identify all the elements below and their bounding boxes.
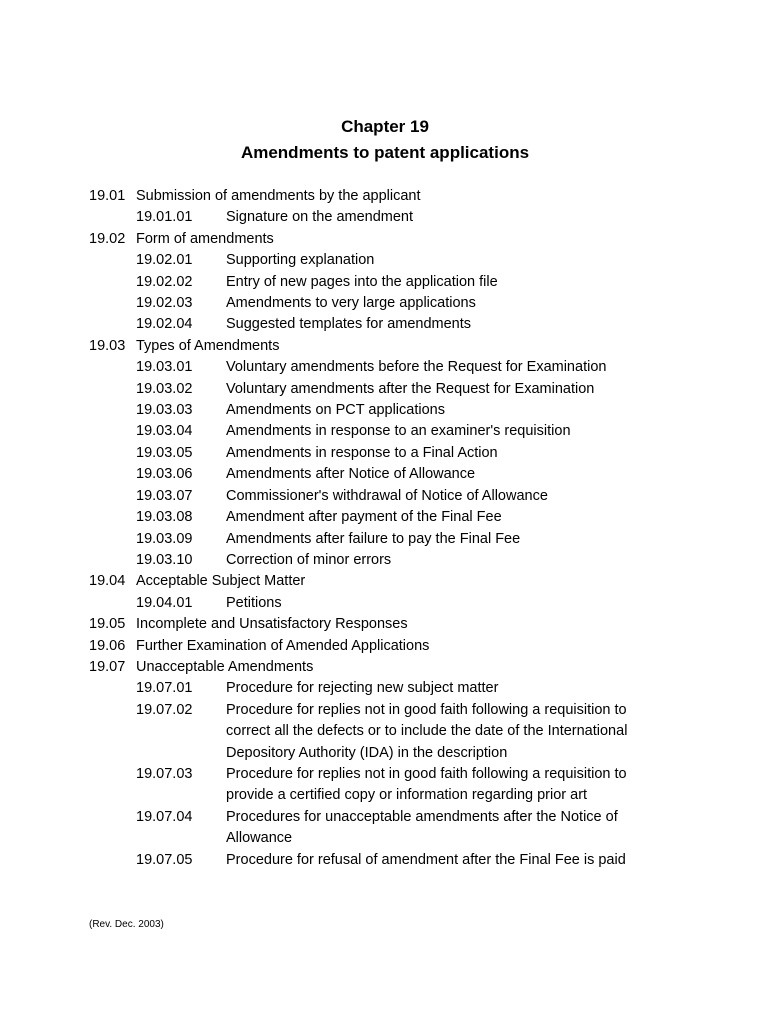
section-number: 19.02	[89, 230, 126, 247]
subsection-title: Suggested templates for amendments	[226, 316, 472, 333]
toc-section	[89, 186, 689, 207]
section-title: Form of amendments	[136, 230, 274, 247]
toc-subsection	[89, 400, 689, 421]
section-number: 19.07	[89, 658, 126, 675]
toc-subsection	[89, 357, 689, 378]
subsection-title: Amendments after Notice of Allowance	[226, 466, 476, 483]
subsection-title: Entry of new pages into the application file	[226, 273, 498, 290]
subsection-number: 19.02.02	[136, 273, 193, 290]
subsection-number: 19.07.01	[136, 680, 193, 697]
toc-subsection	[89, 678, 689, 699]
toc-subsection	[89, 764, 689, 807]
subsection-title: Procedure for replies not in good faith following a requisition to provide a certified copy or information regarding prior art	[226, 765, 627, 804]
toc-subsection	[89, 529, 689, 550]
section-title: Acceptable Subject Matter	[136, 573, 306, 590]
subsection-title: Signature on the amendment	[226, 209, 414, 226]
subsection-title: Amendments on PCT applications	[226, 402, 445, 419]
toc-section	[89, 657, 689, 678]
subsection-title: Amendments to very large applications	[226, 295, 476, 312]
subsection-number: 19.04.01	[136, 594, 193, 611]
chapter-subtitle: Amendments to patent applications	[240, 143, 530, 162]
subsection-number: 19.02.03	[136, 295, 193, 312]
section-title: Unacceptable Amendments	[136, 658, 314, 675]
toc-subsection	[89, 421, 689, 442]
subsection-title: Petitions	[226, 594, 282, 611]
section-number: 19.06	[89, 637, 126, 654]
toc-section	[89, 636, 689, 657]
section-title: Further Examination of Amended Applications	[136, 637, 430, 654]
chapter-heading: Chapter 19	[341, 117, 429, 136]
toc-subsection	[89, 250, 689, 271]
page-title	[0, 114, 770, 166]
revision-footer: (Rev. Dec. 2003)	[89, 919, 164, 930]
toc-subsection	[89, 507, 689, 528]
subsection-title: Voluntary amendments before the Request for Examination	[226, 359, 607, 376]
subsection-number: 19.03.09	[136, 530, 193, 547]
subsection-number: 19.07.05	[136, 851, 193, 868]
toc-subsection	[89, 550, 689, 571]
toc-subsection	[89, 464, 689, 485]
toc-subsection	[89, 293, 689, 314]
subsection-number: 19.03.05	[136, 444, 193, 461]
table-of-contents	[89, 186, 689, 871]
section-title: Incomplete and Unsatisfactory Responses	[136, 616, 408, 633]
subsection-number: 19.07.04	[136, 808, 193, 825]
toc-subsection	[89, 850, 689, 871]
toc-subsection	[89, 593, 689, 614]
subsection-number: 19.03.08	[136, 509, 193, 526]
section-number: 19.01	[89, 188, 126, 204]
subsection-title: Procedure for replies not in good faith following a requisition to correct all the defects or to include the date of the International Depository Authority (IDA) in the description	[226, 701, 628, 761]
subsection-number: 19.01.01	[136, 209, 193, 226]
toc-subsection	[89, 379, 689, 400]
subsection-title: Procedures for unacceptable amendments after the Notice of Allowance	[226, 808, 618, 847]
subsection-number: 19.07.03	[136, 765, 193, 782]
toc-section	[89, 336, 689, 357]
toc-subsection	[89, 207, 689, 228]
section-number: 19.05	[89, 616, 126, 633]
section-title: Types of Amendments	[136, 337, 280, 354]
subsection-title: Commissioner's withdrawal of Notice of Allowance	[226, 487, 548, 504]
subsection-title: Amendment after payment of the Final Fee	[226, 509, 502, 526]
toc-section	[89, 614, 689, 635]
subsection-number: 19.03.06	[136, 466, 193, 483]
toc-subsection	[89, 272, 689, 293]
subsection-title: Supporting explanation	[226, 252, 375, 269]
section-number: 19.03	[89, 337, 126, 354]
toc-section	[89, 229, 689, 250]
toc-section	[89, 571, 689, 592]
section-title: Submission of amendments by the applicant	[136, 188, 421, 204]
toc-subsection	[89, 314, 689, 335]
subsection-title: Voluntary amendments after the Request for Examination	[226, 380, 595, 397]
subsection-number: 19.03.02	[136, 380, 193, 397]
subsection-title: Procedure for rejecting new subject matter	[226, 680, 499, 697]
subsection-number: 19.02.01	[136, 252, 193, 269]
subsection-title: Amendments in response to an examiner's requisition	[226, 423, 571, 440]
subsection-number: 19.02.04	[136, 316, 193, 333]
subsection-title: Correction of minor errors	[226, 551, 392, 568]
toc-subsection	[89, 443, 689, 464]
subsection-number: 19.03.03	[136, 402, 193, 419]
subsection-title: Procedure for refusal of amendment after the Final Fee is paid	[226, 851, 626, 868]
subsection-number: 19.03.07	[136, 487, 193, 504]
subsection-title: Amendments after failure to pay the Final Fee	[226, 530, 521, 547]
toc-subsection	[89, 700, 689, 764]
toc-subsection	[89, 807, 689, 850]
subsection-number: 19.03.04	[136, 423, 193, 440]
toc-subsection	[89, 486, 689, 507]
section-number: 19.04	[89, 573, 126, 590]
subsection-number: 19.07.02	[136, 701, 193, 718]
subsection-number: 19.03.01	[136, 359, 193, 376]
subsection-title: Amendments in response to a Final Action	[226, 444, 498, 461]
subsection-number: 19.03.10	[136, 551, 193, 568]
